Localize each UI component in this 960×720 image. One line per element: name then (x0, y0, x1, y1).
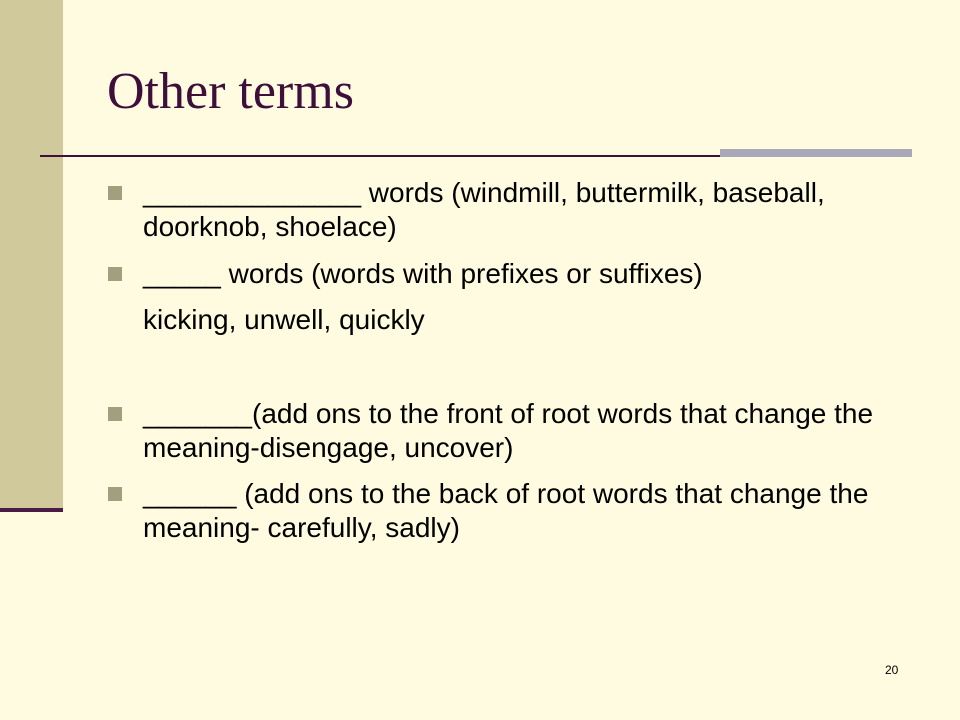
blank-line (108, 337, 908, 397)
bullet-item-prefixes (108, 397, 908, 465)
left-side-accent-line (0, 508, 63, 512)
slide-title: Other terms (107, 63, 354, 120)
square-bullet-icon (108, 267, 122, 281)
square-bullet-icon (108, 407, 122, 421)
bullet-continuation-text: kicking, unwell, quickly (143, 304, 425, 335)
bullet-text: _____ words (words with prefixes or suffixes) (143, 258, 703, 289)
left-side-bar (0, 0, 63, 510)
page-number: 20 (885, 663, 899, 677)
bullet-item-affixed (108, 257, 908, 291)
title-divider-accent (720, 149, 912, 157)
bullet-item-suffixes (108, 477, 908, 545)
slide-body (108, 176, 908, 545)
bullet-text: ______ (add ons to the back of root words that change the meaning- carefully, sadly) (143, 478, 869, 543)
bullet-item-compound (108, 176, 908, 244)
bullet-text: _______(add ons to the front of root words that change the meaning-disengage, uncover) (143, 398, 874, 463)
square-bullet-icon (108, 186, 122, 200)
bullet-text: ______________ words (windmill, buttermilk, baseball, doorknob, shoelace) (143, 177, 825, 242)
square-bullet-icon (108, 487, 122, 501)
